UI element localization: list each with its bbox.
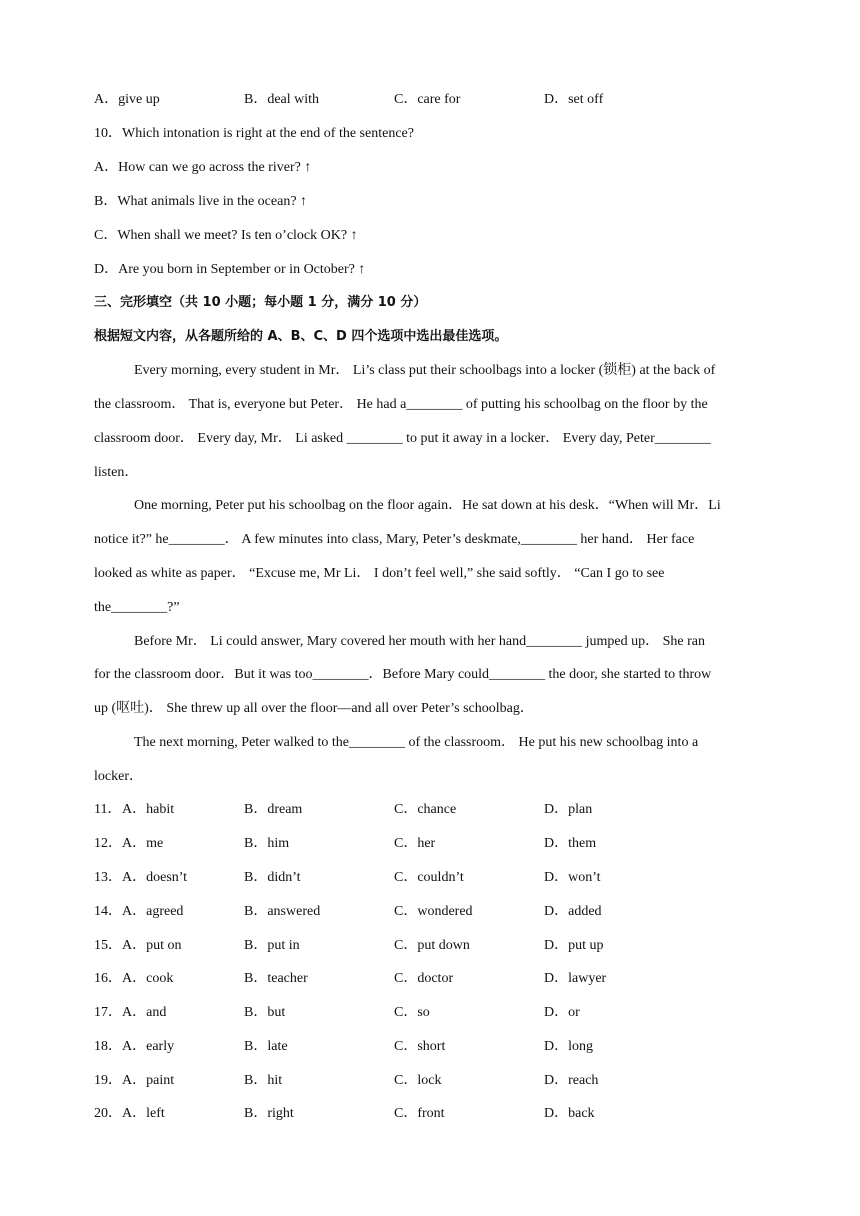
- passage-line: the________?”: [94, 600, 180, 615]
- question-option-a: A．and: [122, 1005, 167, 1020]
- question-option-b: B．right: [244, 1106, 294, 1121]
- question-row: [0, 1001, 860, 1025]
- passage-line: up (呕吐)． She threw up all over the floor—and all over Peter’s schoolbag．: [94, 701, 534, 716]
- section-instruction: 根据短文内容，从各题所给的 A、B、C、D 四个选项中选出最佳选项。: [94, 329, 508, 344]
- passage-line: The next morning, Peter walked to the________ of the classroom． He put his new schoolbag into a: [134, 735, 699, 750]
- passage-line: Before Mr． Li could answer, Mary covered her mouth with her hand________ jumped up． She ran: [134, 634, 705, 649]
- question-option-d: D．won’t: [544, 870, 601, 885]
- question-option-c: C．lock: [394, 1073, 442, 1088]
- question-row: [0, 798, 860, 822]
- q10-option-b: B．What animals live in the ocean? ↑: [94, 194, 308, 209]
- question-option-a: A．paint: [122, 1073, 175, 1088]
- q10-option-d: D．Are you born in September or in October? ↑: [94, 262, 366, 277]
- question-option-c: C．doctor: [394, 971, 454, 986]
- question-option-d: D．plan: [544, 802, 593, 817]
- question-option-a: A．early: [122, 1039, 175, 1054]
- question-number: 19．: [94, 1073, 122, 1088]
- question-number: 16．: [94, 971, 122, 986]
- question-option-c: C．her: [394, 836, 436, 851]
- q10-option-c: C．When shall we meet? Is ten o’clock OK? ↑: [94, 228, 358, 243]
- q10-option-a: A．How can we go across the river? ↑: [94, 160, 312, 175]
- question-option-c: C．so: [394, 1005, 430, 1020]
- question-option-b: B．dream: [244, 802, 303, 817]
- passage-line: looked as white as paper． “Excuse me, Mr Li． I don’t feel well,” she said softly． “Can I go to see: [94, 566, 665, 581]
- question-number: 18．: [94, 1039, 122, 1054]
- question-number: 14．: [94, 904, 122, 919]
- question-option-b: B．teacher: [244, 971, 308, 986]
- passage-line: classroom door． Every day, Mr． Li asked ________ to put it away in a locker． Every day, Peter________: [94, 431, 711, 446]
- question-option-c: C．wondered: [394, 904, 473, 919]
- q9-option-b: B．deal with: [244, 92, 320, 107]
- question-option-a: A．left: [122, 1106, 165, 1121]
- question-row: [0, 900, 860, 924]
- question-row: [0, 1069, 860, 1093]
- question-row: [0, 1035, 860, 1059]
- question-option-b: B．put in: [244, 938, 300, 953]
- question-option-c: C．chance: [394, 802, 457, 817]
- question-row: [0, 1102, 860, 1126]
- question-option-b: B．hit: [244, 1073, 283, 1088]
- question-number: 15．: [94, 938, 122, 953]
- question-number: 17．: [94, 1005, 122, 1020]
- question-number: 12．: [94, 836, 122, 851]
- question-option-b: B．him: [244, 836, 290, 851]
- q9-option-a: A．give up: [94, 92, 160, 107]
- question-option-c: C．front: [394, 1106, 445, 1121]
- question-option-a: A．me: [122, 836, 164, 851]
- section-heading: 三、完形填空（共 10 小题；每小题 1 分，满分 10 分）: [94, 295, 427, 310]
- passage-line: Every morning, every student in Mr． Li’s class put their schoolbags into a locker (锁柜) at the back of: [134, 363, 716, 378]
- passage-line: for the classroom door．But it was too________．Before Mary could________ the door, she started to throw: [94, 667, 712, 682]
- question-option-b: B．late: [244, 1039, 288, 1054]
- question-option-c: C．short: [394, 1039, 446, 1054]
- passage-line: notice it?” he________． A few minutes into class, Mary, Peter’s deskmate,________ her hand． Her face: [94, 532, 695, 547]
- question-option-c: C．couldn’t: [394, 870, 464, 885]
- q9-option-c: C．care for: [394, 92, 461, 107]
- question-number: 20．: [94, 1106, 122, 1121]
- question-row: [0, 934, 860, 958]
- question-option-d: D．added: [544, 904, 602, 919]
- question-option-b: B．didn’t: [244, 870, 301, 885]
- question-option-a: A．put on: [122, 938, 182, 953]
- question-row: [0, 967, 860, 991]
- passage-line: listen．: [94, 465, 139, 480]
- passage-line: locker．: [94, 769, 143, 784]
- passage-line: the classroom． That is, everyone but Peter． He had a________ of putting his schoolbag on the floor by the: [94, 397, 708, 412]
- question-option-d: D．lawyer: [544, 971, 607, 986]
- question-option-d: D．back: [544, 1106, 595, 1121]
- question-option-c: C．put down: [394, 938, 470, 953]
- question-number: 11．: [94, 802, 122, 817]
- question-row: [0, 866, 860, 890]
- question-option-b: B．but: [244, 1005, 286, 1020]
- question-option-b: B．answered: [244, 904, 321, 919]
- question-option-d: D．them: [544, 836, 597, 851]
- question-option-a: A．cook: [122, 971, 174, 986]
- q9-options-row: [0, 88, 860, 112]
- question-option-d: D．put up: [544, 938, 604, 953]
- question-option-d: D．reach: [544, 1073, 599, 1088]
- question-option-a: A．agreed: [122, 904, 184, 919]
- q9-option-d: D．set off: [544, 92, 604, 107]
- passage-line: One morning, Peter put his schoolbag on the floor again．He sat down at his desk．“When will Mr．Li: [134, 498, 721, 513]
- question-option-a: A．habit: [122, 802, 175, 817]
- question-option-d: D．or: [544, 1005, 580, 1020]
- question-option-d: D．long: [544, 1039, 593, 1054]
- question-option-a: A．doesn’t: [122, 870, 188, 885]
- q10-stem: 10．Which intonation is right at the end of the sentence?: [94, 126, 414, 141]
- question-row: [0, 832, 860, 856]
- question-number: 13．: [94, 870, 122, 885]
